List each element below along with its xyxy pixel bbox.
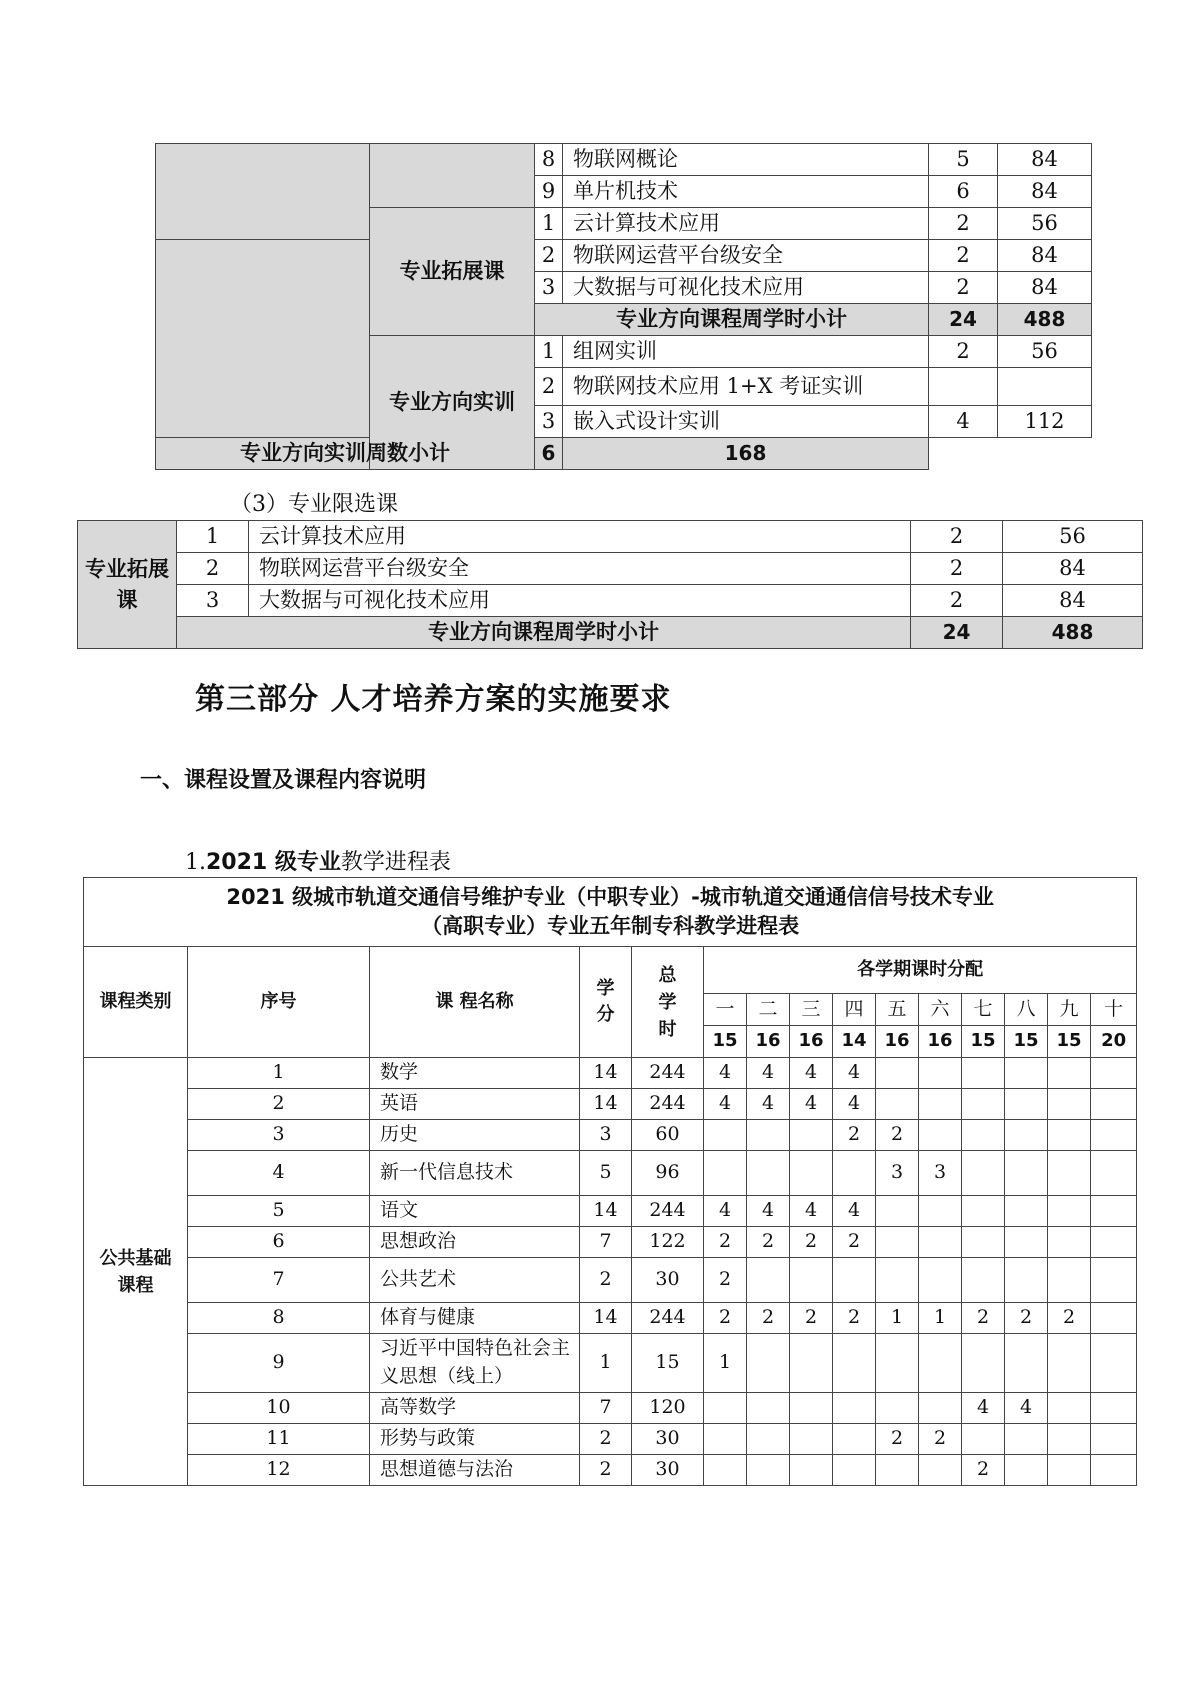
- semester-hours: [1091, 1151, 1137, 1196]
- semester-weeks: 15: [1005, 1026, 1048, 1058]
- credit: 14: [580, 1089, 632, 1120]
- semester-hours: [1005, 1151, 1048, 1196]
- course-name: 物联网运营平台级安全: [563, 240, 929, 272]
- row-no: 2: [188, 1089, 370, 1120]
- course-name: 历史: [370, 1120, 580, 1151]
- credit: 6: [929, 176, 998, 208]
- subtotal-label: 专业方向课程周学时小计: [535, 304, 929, 336]
- semester-hours: [1005, 1424, 1048, 1455]
- row-no: 3: [535, 272, 563, 304]
- teaching-schedule-table: [83, 877, 1137, 1486]
- semester-hours: [1091, 1089, 1137, 1120]
- semester-hours: [704, 1151, 747, 1196]
- row-no: 8: [188, 1303, 370, 1334]
- subtotal-hours: 488: [998, 304, 1092, 336]
- semester-hours: [704, 1120, 747, 1151]
- semester-hours: 2: [919, 1424, 962, 1455]
- semester-hours: [876, 1455, 919, 1486]
- semester-hours: [919, 1196, 962, 1227]
- total-hours: 30: [632, 1455, 704, 1486]
- semester-hours: [919, 1334, 962, 1393]
- semester-hours: [790, 1393, 833, 1424]
- course-name: 大数据与可视化技术应用: [249, 585, 911, 617]
- credit: 2: [911, 585, 1003, 617]
- semester-hours: 2: [833, 1303, 876, 1334]
- semester-hours: [833, 1455, 876, 1486]
- semester-hours: [919, 1455, 962, 1486]
- semester-hours: 4: [962, 1393, 1005, 1424]
- credit: 2: [580, 1455, 632, 1486]
- semester-hours: [790, 1120, 833, 1151]
- row-no: 8: [535, 144, 563, 176]
- course-name: 体育与健康: [370, 1303, 580, 1334]
- table-row: [84, 1227, 1137, 1258]
- semester-hours: [1048, 1058, 1091, 1089]
- row-no: 7: [188, 1258, 370, 1303]
- semester-label: 十: [1091, 994, 1137, 1026]
- table-row: [84, 1393, 1137, 1424]
- course-name: 思想政治: [370, 1227, 580, 1258]
- course-table-continued: [155, 143, 1092, 470]
- semester-hours: [747, 1151, 790, 1196]
- semester-hours: [962, 1196, 1005, 1227]
- hours: 84: [1003, 553, 1143, 585]
- semester-weeks: 16: [790, 1026, 833, 1058]
- semester-hours: 4: [747, 1089, 790, 1120]
- total-hours: 120: [632, 1393, 704, 1424]
- subtotal-credit: 6: [535, 438, 563, 470]
- row-no: 3: [188, 1120, 370, 1151]
- header-credit: 学分: [580, 947, 632, 1058]
- semester-hours: [1048, 1227, 1091, 1258]
- semester-weeks: 15: [1048, 1026, 1091, 1058]
- header-name: 课 程名称: [370, 947, 580, 1058]
- group-cell-extension: 专业拓展课: [78, 521, 177, 649]
- semester-hours: [747, 1120, 790, 1151]
- semester-hours: [1005, 1120, 1048, 1151]
- credit: 2: [929, 208, 998, 240]
- header-hours: 总学时: [632, 947, 704, 1058]
- semester-hours: [1005, 1089, 1048, 1120]
- course-name: 嵌入式设计实训: [563, 406, 929, 438]
- semester-hours: [1091, 1334, 1137, 1393]
- hours: 56: [998, 208, 1092, 240]
- semester-hours: 2: [876, 1120, 919, 1151]
- course-name: 高等数学: [370, 1393, 580, 1424]
- semester-hours: 4: [1005, 1393, 1048, 1424]
- hours: 84: [998, 272, 1092, 304]
- credit: 14: [580, 1058, 632, 1089]
- semester-hours: 2: [1005, 1303, 1048, 1334]
- semester-hours: 2: [1048, 1303, 1091, 1334]
- semester-hours: [1005, 1227, 1048, 1258]
- semester-label: 三: [790, 994, 833, 1026]
- row-no: 6: [188, 1227, 370, 1258]
- course-name: 公共艺术: [370, 1258, 580, 1303]
- credit: 2: [911, 521, 1003, 553]
- credit: 7: [580, 1227, 632, 1258]
- semester-hours: [833, 1258, 876, 1303]
- total-hours: 244: [632, 1303, 704, 1334]
- semester-hours: [790, 1151, 833, 1196]
- row-no: 1: [188, 1058, 370, 1089]
- schedule-title-line1: 2021 级城市轨道交通信号维护专业（中职专业）-城市轨道交通通信信号技术专业: [226, 884, 994, 909]
- semester-weeks: 16: [919, 1026, 962, 1058]
- header-semesters: 各学期课时分配: [704, 947, 1137, 994]
- semester-label: 八: [1005, 994, 1048, 1026]
- limited-electives-table: [77, 520, 1143, 649]
- semester-hours: [1091, 1393, 1137, 1424]
- semester-hours: [1048, 1334, 1091, 1393]
- course-name: 物联网技术应用 1+X 考证实训: [563, 368, 929, 406]
- row-no: 10: [188, 1393, 370, 1424]
- semester-hours: [1048, 1455, 1091, 1486]
- semester-hours: [1005, 1058, 1048, 1089]
- semester-hours: [1091, 1258, 1137, 1303]
- hours: 56: [1003, 521, 1143, 553]
- semester-hours: 4: [790, 1058, 833, 1089]
- semester-hours: [833, 1393, 876, 1424]
- subtotal-label: 专业方向课程周学时小计: [177, 617, 911, 649]
- hours: 84: [998, 240, 1092, 272]
- row-no: 2: [177, 553, 249, 585]
- subtotal-hours: 488: [1003, 617, 1143, 649]
- total-hours: 30: [632, 1258, 704, 1303]
- course-name: 思想道德与法治: [370, 1455, 580, 1486]
- semester-hours: 2: [833, 1120, 876, 1151]
- semester-hours: [1048, 1151, 1091, 1196]
- semester-hours: [833, 1424, 876, 1455]
- total-hours: 96: [632, 1151, 704, 1196]
- semester-hours: [704, 1393, 747, 1424]
- table-row: [84, 1303, 1137, 1334]
- table-row: [84, 1089, 1137, 1120]
- semester-hours: [1048, 1196, 1091, 1227]
- course-name: 大数据与可视化技术应用: [563, 272, 929, 304]
- table-row: [84, 1196, 1137, 1227]
- course-name: 语文: [370, 1196, 580, 1227]
- semester-label: 五: [876, 994, 919, 1026]
- semester-label: 二: [747, 994, 790, 1026]
- semester-weeks: 14: [833, 1026, 876, 1058]
- semester-hours: 4: [833, 1196, 876, 1227]
- hours: 84: [998, 176, 1092, 208]
- semester-hours: [704, 1455, 747, 1486]
- course-name: 物联网运营平台级安全: [249, 553, 911, 585]
- semester-weeks: 16: [876, 1026, 919, 1058]
- semester-hours: [1091, 1455, 1137, 1486]
- row-no: 9: [535, 176, 563, 208]
- credit: 2: [580, 1424, 632, 1455]
- semester-hours: [1048, 1089, 1091, 1120]
- semester-hours: 1: [876, 1303, 919, 1334]
- group-cell-core: [370, 144, 535, 208]
- semester-weeks: 15: [962, 1026, 1005, 1058]
- semester-hours: [919, 1058, 962, 1089]
- credit: 2: [929, 336, 998, 368]
- total-hours: 244: [632, 1058, 704, 1089]
- group-cell-extension: 专业拓展课: [370, 208, 535, 336]
- semester-hours: [1048, 1424, 1091, 1455]
- semester-hours: [876, 1334, 919, 1393]
- course-name: 云计算技术应用: [249, 521, 911, 553]
- semester-hours: 3: [876, 1151, 919, 1196]
- semester-hours: [876, 1058, 919, 1089]
- row-no: 2: [535, 368, 563, 406]
- course-name: 新一代信息技术: [370, 1151, 580, 1196]
- hours: 84: [998, 144, 1092, 176]
- semester-hours: [962, 1151, 1005, 1196]
- semester-hours: 2: [790, 1227, 833, 1258]
- semester-hours: [1091, 1058, 1137, 1089]
- row-no: 1: [535, 336, 563, 368]
- semester-hours: 2: [747, 1227, 790, 1258]
- subsection-title: [185, 845, 451, 876]
- course-name: 英语: [370, 1089, 580, 1120]
- row-no: 9: [188, 1334, 370, 1393]
- semester-hours: [962, 1089, 1005, 1120]
- table-row: [84, 1455, 1137, 1486]
- row-no: 3: [535, 406, 563, 438]
- semester-hours: [1091, 1196, 1137, 1227]
- group-cell-training: 专业方向实训: [370, 336, 535, 470]
- semester-hours: [962, 1424, 1005, 1455]
- semester-hours: [919, 1089, 962, 1120]
- semester-hours: [747, 1455, 790, 1486]
- course-name: 习近平中国特色社会主义思想（线上）: [370, 1334, 580, 1393]
- header-no: 序号: [188, 947, 370, 1058]
- course-name: 单片机技术: [563, 176, 929, 208]
- credit: 14: [580, 1196, 632, 1227]
- semester-hours: 2: [704, 1303, 747, 1334]
- subsection-rest: 教学进程表: [340, 850, 451, 875]
- subtotal-credit: 24: [911, 617, 1003, 649]
- hours: 112: [998, 406, 1092, 438]
- semester-hours: [962, 1334, 1005, 1393]
- semester-hours: [876, 1258, 919, 1303]
- semester-hours: 2: [962, 1303, 1005, 1334]
- credit: 7: [580, 1393, 632, 1424]
- total-hours: 30: [632, 1424, 704, 1455]
- semester-hours: [919, 1258, 962, 1303]
- total-hours: 244: [632, 1089, 704, 1120]
- limited-electives-heading: （3）专业限选课: [230, 492, 398, 517]
- semester-hours: [833, 1334, 876, 1393]
- row-no: 11: [188, 1424, 370, 1455]
- credit: 1: [580, 1334, 632, 1393]
- credit: 5: [929, 144, 998, 176]
- part-title: 第三部分 人才培养方案的实施要求: [195, 682, 672, 717]
- semester-hours: [833, 1151, 876, 1196]
- category-cell-lower: [156, 240, 370, 438]
- semester-hours: 1: [919, 1303, 962, 1334]
- subtotal-credit: 24: [929, 304, 998, 336]
- row-no: 3: [177, 585, 249, 617]
- semester-hours: [1091, 1227, 1137, 1258]
- table-row: [84, 1334, 1137, 1393]
- semester-hours: [919, 1227, 962, 1258]
- semester-hours: 4: [833, 1058, 876, 1089]
- semester-hours: [919, 1393, 962, 1424]
- semester-hours: 4: [704, 1196, 747, 1227]
- semester-hours: [747, 1424, 790, 1455]
- course-name: 数学: [370, 1058, 580, 1089]
- subsection-prefix: 1.: [185, 850, 206, 875]
- table-row: [84, 1424, 1137, 1455]
- row-no: 1: [535, 208, 563, 240]
- semester-hours: [1048, 1120, 1091, 1151]
- section-title: 一、课程设置及课程内容说明: [140, 768, 427, 793]
- semester-hours: [704, 1424, 747, 1455]
- hours: 84: [1003, 585, 1143, 617]
- credit: 2: [929, 272, 998, 304]
- semester-weeks: 16: [747, 1026, 790, 1058]
- table-row: [84, 1258, 1137, 1303]
- semester-hours: [1048, 1393, 1091, 1424]
- row-no: 2: [535, 240, 563, 272]
- row-no: 5: [188, 1196, 370, 1227]
- table-row: [84, 1120, 1137, 1151]
- credit: 2: [911, 553, 1003, 585]
- semester-hours: 4: [790, 1089, 833, 1120]
- semester-hours: [876, 1196, 919, 1227]
- semester-hours: [919, 1120, 962, 1151]
- semester-hours: 2: [962, 1455, 1005, 1486]
- credit: 3: [580, 1120, 632, 1151]
- semester-hours: 4: [790, 1196, 833, 1227]
- semester-hours: [747, 1258, 790, 1303]
- semester-hours: [1005, 1334, 1048, 1393]
- semester-hours: [962, 1227, 1005, 1258]
- semester-label: 四: [833, 994, 876, 1026]
- row-no: 12: [188, 1455, 370, 1486]
- credit: [929, 368, 998, 406]
- semester-hours: 4: [747, 1196, 790, 1227]
- semester-hours: [962, 1258, 1005, 1303]
- total-hours: 15: [632, 1334, 704, 1393]
- credit: 4: [929, 406, 998, 438]
- credit: 14: [580, 1303, 632, 1334]
- semester-hours: 2: [704, 1227, 747, 1258]
- credit: 2: [929, 240, 998, 272]
- course-name: 云计算技术应用: [563, 208, 929, 240]
- semester-hours: [1091, 1120, 1137, 1151]
- semester-hours: 4: [747, 1058, 790, 1089]
- semester-hours: 2: [704, 1258, 747, 1303]
- row-no: 1: [177, 521, 249, 553]
- semester-hours: 1: [704, 1334, 747, 1393]
- total-hours: 122: [632, 1227, 704, 1258]
- semester-hours: 4: [833, 1089, 876, 1120]
- hours: [998, 368, 1092, 406]
- category-public-basic: 公共基础课程: [84, 1058, 188, 1486]
- credit: 2: [580, 1258, 632, 1303]
- semester-hours: [1005, 1196, 1048, 1227]
- semester-hours: 4: [704, 1058, 747, 1089]
- semester-hours: [876, 1089, 919, 1120]
- semester-hours: 4: [704, 1089, 747, 1120]
- semester-hours: [962, 1120, 1005, 1151]
- semester-hours: [790, 1424, 833, 1455]
- course-name: 组网实训: [563, 336, 929, 368]
- semester-hours: [1048, 1258, 1091, 1303]
- semester-label: 六: [919, 994, 962, 1026]
- table-row: [84, 1058, 1137, 1089]
- semester-hours: [876, 1393, 919, 1424]
- subtotal-hours: 168: [563, 438, 929, 470]
- schedule-title: [84, 878, 1137, 947]
- semester-label: 九: [1048, 994, 1091, 1026]
- semester-label: 一: [704, 994, 747, 1026]
- table-row: [84, 1151, 1137, 1196]
- semester-hours: [1005, 1258, 1048, 1303]
- header-category: 课程类别: [84, 947, 188, 1058]
- total-hours: 244: [632, 1196, 704, 1227]
- semester-hours: [747, 1334, 790, 1393]
- semester-hours: [790, 1455, 833, 1486]
- credit: 5: [580, 1151, 632, 1196]
- course-name: 物联网概论: [563, 144, 929, 176]
- total-hours: 60: [632, 1120, 704, 1151]
- semester-hours: 2: [790, 1303, 833, 1334]
- course-name: 形势与政策: [370, 1424, 580, 1455]
- semester-weeks: 20: [1091, 1026, 1137, 1058]
- semester-hours: [962, 1058, 1005, 1089]
- semester-weeks: 15: [704, 1026, 747, 1058]
- semester-hours: [1091, 1303, 1137, 1334]
- semester-hours: [790, 1258, 833, 1303]
- semester-hours: [876, 1227, 919, 1258]
- semester-hours: 2: [833, 1227, 876, 1258]
- semester-hours: 2: [876, 1424, 919, 1455]
- hours: 56: [998, 336, 1092, 368]
- semester-hours: [1005, 1455, 1048, 1486]
- semester-hours: [747, 1393, 790, 1424]
- subsection-bold: 2021 级专业: [206, 850, 341, 875]
- semester-hours: [790, 1334, 833, 1393]
- semester-hours: [1091, 1424, 1137, 1455]
- row-no: 4: [188, 1151, 370, 1196]
- semester-hours: 3: [919, 1151, 962, 1196]
- semester-label: 七: [962, 994, 1005, 1026]
- subtotal-label: 专业方向实训周数小计: [156, 438, 535, 470]
- semester-hours: 2: [747, 1303, 790, 1334]
- schedule-title-line2: （高职专业）专业五年制专科教学进程表: [421, 914, 800, 938]
- category-cell-upper: [156, 144, 370, 240]
